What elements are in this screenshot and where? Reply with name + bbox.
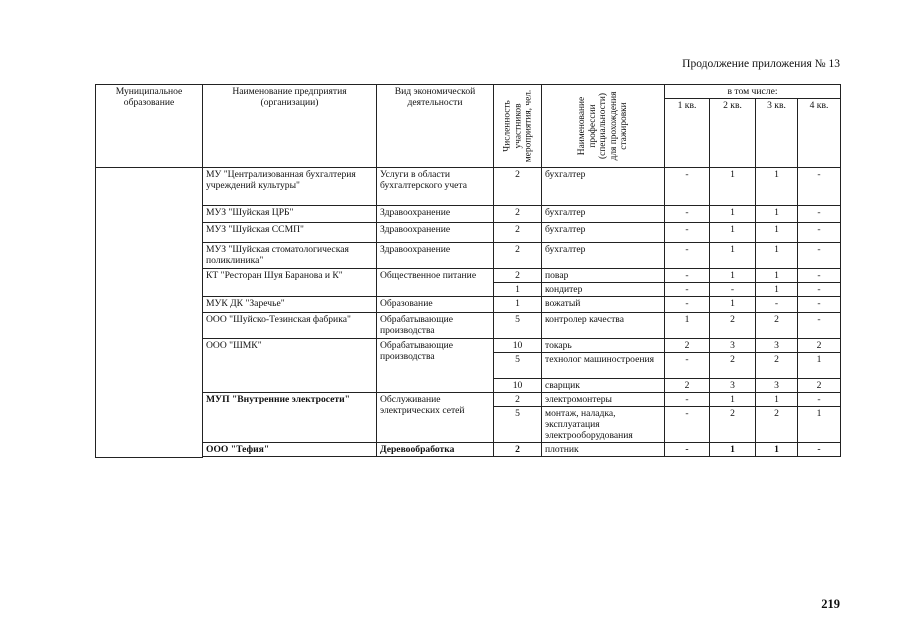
profession-cell: контролер качества [542,313,665,339]
activity-cell: Образование [377,297,494,313]
count-cell: 1 [494,283,542,297]
q3-cell: 1 [756,206,798,223]
count-cell: 5 [494,353,542,379]
activity-cell: Обслуживание электрических сетей [377,393,494,443]
count-cell: 5 [494,313,542,339]
q3-cell: - [756,297,798,313]
q4-cell: - [798,223,841,243]
q1-cell: - [665,269,710,283]
continuation-label: Продолжение приложения № 13 [682,58,840,70]
count-cell: 2 [494,243,542,269]
profession-cell: технолог машиностроения [542,353,665,379]
enterprise-cell: КТ "Ресторан Шуя Баранова и К" [203,269,377,297]
count-cell: 2 [494,168,542,206]
table-spacer-row [96,457,841,458]
q4-cell: - [798,313,841,339]
q2-cell: 1 [710,206,756,223]
enterprise-cell: МУЗ "Шуйская ССМП" [203,223,377,243]
activity-cell: Обрабатывающие производства [377,313,494,339]
q2-cell: 1 [710,443,756,457]
table-row [96,269,841,283]
enterprise-cell: ООО "Тефия" [203,443,377,457]
count-cell: 1 [494,297,542,313]
count-cell: 2 [494,269,542,283]
enterprise-cell: ООО "ШМК" [203,339,377,393]
activity-cell: Деревообработка [377,443,494,457]
q2-cell: 1 [710,269,756,283]
q1-cell: - [665,243,710,269]
q3-cell: 1 [756,443,798,457]
header-including: в том числе: [665,85,841,99]
q4-cell: - [798,206,841,223]
count-cell: 10 [494,339,542,353]
q2-cell: 2 [710,353,756,379]
activity-cell: Здравоохранение [377,223,494,243]
profession-cell: монтаж, наладка, эксплуатация электрооборудования [542,407,665,443]
profession-cell: токарь [542,339,665,353]
header-enterprise: Наименование предприятия (организации) [203,85,377,168]
q4-cell: - [798,283,841,297]
internship-table [95,84,841,458]
activity-cell: Общественное питание [377,269,494,297]
q4-cell: - [798,443,841,457]
header-q4: 4 кв. [798,99,841,168]
q1-cell: - [665,283,710,297]
table-row [96,313,841,339]
profession-cell: плотник [542,443,665,457]
q4-cell: - [798,168,841,206]
q1-cell: - [665,297,710,313]
enterprise-cell: МУ "Централизованная бухгалтерия учреждений культуры" [203,168,377,206]
q3-cell: 2 [756,407,798,443]
header-activity: Вид экономической деятельности [377,85,494,168]
q1-cell: - [665,393,710,407]
table-row [96,393,841,407]
q4-cell: - [798,393,841,407]
table-row [96,168,841,206]
count-cell: 2 [494,443,542,457]
enterprise-cell: МУЗ "Шуйская стоматологическая поликлиника" [203,243,377,269]
enterprise-cell: МУК ДК "Заречье" [203,297,377,313]
q1-cell: - [665,353,710,379]
q1-cell: - [665,168,710,206]
table-row [96,206,841,223]
q4-cell: - [798,297,841,313]
q3-cell: 1 [756,168,798,206]
q1-cell: 2 [665,379,710,393]
profession-cell: бухгалтер [542,243,665,269]
q1-cell: - [665,407,710,443]
header-municipality: Муниципальное образование [96,85,203,168]
profession-cell: вожатый [542,297,665,313]
count-cell: 2 [494,393,542,407]
q1-cell: - [665,443,710,457]
q2-cell: 1 [710,393,756,407]
q3-cell: 1 [756,243,798,269]
page-number: 219 [821,597,840,611]
header-q3: 3 кв. [756,99,798,168]
activity-cell: Обрабатывающие производства [377,339,494,393]
q2-cell: 1 [710,243,756,269]
q2-cell: 1 [710,223,756,243]
q3-cell: 3 [756,339,798,353]
count-cell: 2 [494,206,542,223]
header-profession: Наименование профессии (специальности) для прохождения стажировки [542,85,665,168]
table-row [96,443,841,457]
q1-cell: - [665,206,710,223]
q1-cell: 1 [665,313,710,339]
q2-cell: 1 [710,297,756,313]
q3-cell: 1 [756,393,798,407]
table-row [96,223,841,243]
profession-cell: сварщик [542,379,665,393]
profession-cell: бухгалтер [542,168,665,206]
q2-cell: 3 [710,339,756,353]
profession-cell: бухгалтер [542,223,665,243]
count-cell: 5 [494,407,542,443]
q3-cell: 3 [756,379,798,393]
q3-cell: 1 [756,223,798,243]
municipality-cell [96,168,203,458]
q1-cell: - [665,223,710,243]
table-row [96,243,841,269]
q2-cell: 3 [710,379,756,393]
enterprise-cell: ООО "Шуйско-Тезинская фабрика" [203,313,377,339]
q1-cell: 2 [665,339,710,353]
q4-cell: 1 [798,407,841,443]
q4-cell: - [798,243,841,269]
enterprise-cell: МУЗ "Шуйская ЦРБ" [203,206,377,223]
profession-cell: кондитер [542,283,665,297]
count-cell: 2 [494,223,542,243]
activity-cell: Здравоохранение [377,243,494,269]
profession-cell: повар [542,269,665,283]
header-q1: 1 кв. [665,99,710,168]
q2-cell: 1 [710,168,756,206]
profession-cell: электромонтеры [542,393,665,407]
q3-cell: 1 [756,269,798,283]
q4-cell: 2 [798,379,841,393]
activity-cell: Услуги в области бухгалтерского учета [377,168,494,206]
q4-cell: 2 [798,339,841,353]
q4-cell: 1 [798,353,841,379]
table-row [96,297,841,313]
q2-cell: 2 [710,407,756,443]
table-row [96,339,841,353]
q4-cell: - [798,269,841,283]
q3-cell: 2 [756,353,798,379]
q2-cell: - [710,283,756,297]
profession-cell: бухгалтер [542,206,665,223]
q3-cell: 2 [756,313,798,339]
header-q2: 2 кв. [710,99,756,168]
count-cell: 10 [494,379,542,393]
enterprise-cell: МУП "Внутренние электросети" [203,393,377,443]
header-count: Численность участников мероприятия, чел. [494,85,542,168]
activity-cell: Здравоохранение [377,206,494,223]
q3-cell: 1 [756,283,798,297]
q2-cell: 2 [710,313,756,339]
